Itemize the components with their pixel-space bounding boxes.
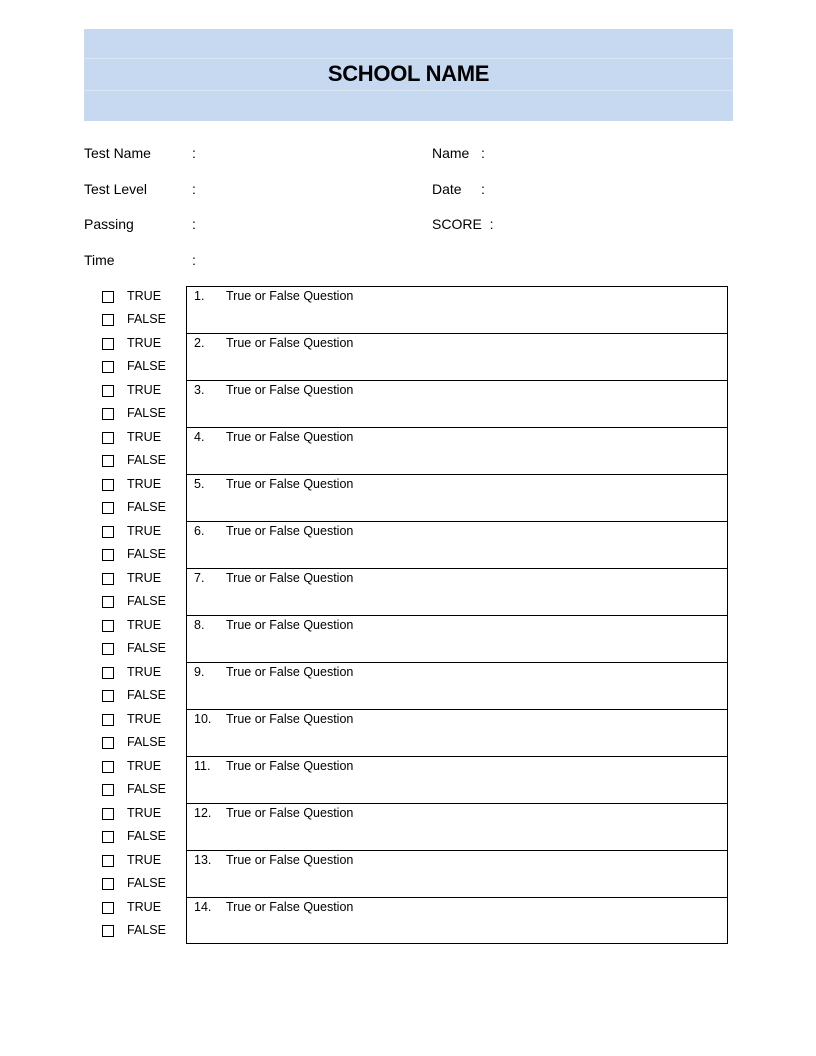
question-number: 4. (194, 430, 205, 444)
question-text: True or False Question (226, 759, 354, 773)
false-checkbox[interactable] (102, 643, 114, 655)
true-checkbox[interactable] (102, 620, 114, 632)
false-label: FALSE (127, 406, 166, 420)
question-text: True or False Question (226, 524, 354, 538)
true-label: TRUE (127, 336, 162, 350)
question-box[interactable] (186, 709, 728, 756)
header-divider (84, 58, 733, 59)
answer-options (100, 568, 186, 615)
false-label: FALSE (127, 547, 166, 561)
answer-options (100, 709, 186, 756)
question-text: True or False Question (226, 336, 354, 350)
false-label: FALSE (127, 312, 166, 326)
false-checkbox[interactable] (102, 502, 114, 514)
question-row (100, 897, 729, 944)
question-text: True or False Question (226, 477, 354, 491)
passing-label: Passing (84, 216, 134, 232)
question-number: 9. (194, 665, 205, 679)
question-row (100, 380, 729, 427)
question-row (100, 286, 729, 333)
true-checkbox[interactable] (102, 855, 114, 867)
answer-options (100, 897, 186, 944)
question-row (100, 333, 729, 380)
false-label: FALSE (127, 594, 166, 608)
question-number: 1. (194, 289, 205, 303)
test-name-colon: : (192, 145, 196, 161)
true-label: TRUE (127, 900, 162, 914)
answer-options (100, 286, 186, 333)
true-label: TRUE (127, 853, 162, 867)
question-text: True or False Question (226, 430, 354, 444)
answer-options (100, 380, 186, 427)
answer-options (100, 474, 186, 521)
question-box[interactable] (186, 333, 728, 380)
school-name-title: SCHOOL NAME (327, 61, 490, 86)
question-box[interactable] (186, 897, 728, 944)
true-checkbox[interactable] (102, 338, 114, 350)
false-label: FALSE (127, 923, 166, 937)
true-label: TRUE (127, 618, 162, 632)
question-text: True or False Question (226, 900, 354, 914)
true-label: TRUE (127, 477, 162, 491)
question-number: 3. (194, 383, 205, 397)
question-box[interactable] (186, 568, 728, 615)
true-checkbox[interactable] (102, 667, 114, 679)
question-text: True or False Question (226, 712, 354, 726)
false-label: FALSE (127, 876, 166, 890)
false-label: FALSE (127, 359, 166, 373)
answer-options (100, 333, 186, 380)
question-row (100, 662, 729, 709)
answer-options (100, 521, 186, 568)
false-label: FALSE (127, 735, 166, 749)
true-checkbox[interactable] (102, 432, 114, 444)
question-box[interactable] (186, 427, 728, 474)
true-checkbox[interactable] (102, 526, 114, 538)
student-name-label: Name : (432, 145, 485, 161)
question-number: 2. (194, 336, 205, 350)
true-label: TRUE (127, 430, 162, 444)
question-number: 5. (194, 477, 205, 491)
question-box[interactable] (186, 756, 728, 803)
true-checkbox[interactable] (102, 714, 114, 726)
answer-options (100, 756, 186, 803)
time-label: Time (84, 252, 115, 268)
question-text: True or False Question (226, 806, 354, 820)
true-label: TRUE (127, 524, 162, 538)
question-row (100, 850, 729, 897)
false-checkbox[interactable] (102, 925, 114, 937)
false-label: FALSE (127, 688, 166, 702)
false-checkbox[interactable] (102, 784, 114, 796)
question-number: 8. (194, 618, 205, 632)
question-row (100, 568, 729, 615)
false-label: FALSE (127, 641, 166, 655)
question-box[interactable] (186, 803, 728, 850)
false-checkbox[interactable] (102, 314, 114, 326)
answer-options (100, 615, 186, 662)
question-row (100, 427, 729, 474)
answer-options (100, 662, 186, 709)
question-row (100, 474, 729, 521)
question-row (100, 803, 729, 850)
test-name-label: Test Name (84, 145, 151, 161)
question-text: True or False Question (226, 853, 354, 867)
header-band (84, 29, 733, 121)
false-label: FALSE (127, 782, 166, 796)
question-box[interactable] (186, 850, 728, 897)
test-level-label: Test Level (84, 181, 148, 197)
question-box[interactable] (186, 474, 728, 521)
true-label: TRUE (127, 712, 162, 726)
question-number: 12. (194, 806, 212, 820)
false-checkbox[interactable] (102, 737, 114, 749)
date-label: Date : (432, 181, 485, 197)
answer-options (100, 803, 186, 850)
true-checkbox[interactable] (102, 808, 114, 820)
true-label: TRUE (127, 665, 162, 679)
answer-options (100, 427, 186, 474)
question-box[interactable] (186, 615, 728, 662)
false-checkbox[interactable] (102, 361, 114, 373)
question-number: 11. (194, 759, 211, 773)
question-text: True or False Question (226, 665, 354, 679)
question-box[interactable] (186, 521, 728, 568)
question-row (100, 521, 729, 568)
score-label: SCORE : (432, 216, 494, 232)
question-number: 14. (194, 900, 212, 914)
false-checkbox[interactable] (102, 596, 114, 608)
header-divider (84, 90, 733, 91)
false-checkbox[interactable] (102, 549, 114, 561)
question-number: 6. (194, 524, 205, 538)
true-checkbox[interactable] (102, 385, 114, 397)
question-row (100, 709, 729, 756)
test-level-colon: : (192, 181, 196, 197)
question-number: 10. (194, 712, 212, 726)
question-box[interactable] (186, 286, 728, 333)
false-checkbox[interactable] (102, 878, 114, 890)
time-colon: : (192, 252, 196, 268)
question-text: True or False Question (226, 289, 354, 303)
passing-colon: : (192, 216, 196, 232)
question-text: True or False Question (226, 618, 354, 632)
true-label: TRUE (127, 806, 162, 820)
question-text: True or False Question (226, 383, 354, 397)
question-row (100, 615, 729, 662)
true-label: TRUE (127, 571, 162, 585)
false-checkbox[interactable] (102, 831, 114, 843)
true-checkbox[interactable] (102, 902, 114, 914)
false-checkbox[interactable] (102, 408, 114, 420)
question-box[interactable] (186, 380, 728, 427)
false-checkbox[interactable] (102, 690, 114, 702)
answer-options (100, 850, 186, 897)
false-label: FALSE (127, 500, 166, 514)
question-box[interactable] (186, 662, 728, 709)
false-label: FALSE (127, 453, 166, 467)
true-checkbox[interactable] (102, 573, 114, 585)
true-label: TRUE (127, 759, 162, 773)
true-checkbox[interactable] (102, 479, 114, 491)
question-row (100, 756, 729, 803)
question-text: True or False Question (226, 571, 354, 585)
true-checkbox[interactable] (102, 761, 114, 773)
false-checkbox[interactable] (102, 455, 114, 467)
question-number: 13. (194, 853, 212, 867)
false-label: FALSE (127, 829, 166, 843)
true-label: TRUE (127, 289, 162, 303)
true-checkbox[interactable] (102, 291, 114, 303)
true-label: TRUE (127, 383, 162, 397)
question-number: 7. (194, 571, 205, 585)
question-list (100, 286, 729, 944)
